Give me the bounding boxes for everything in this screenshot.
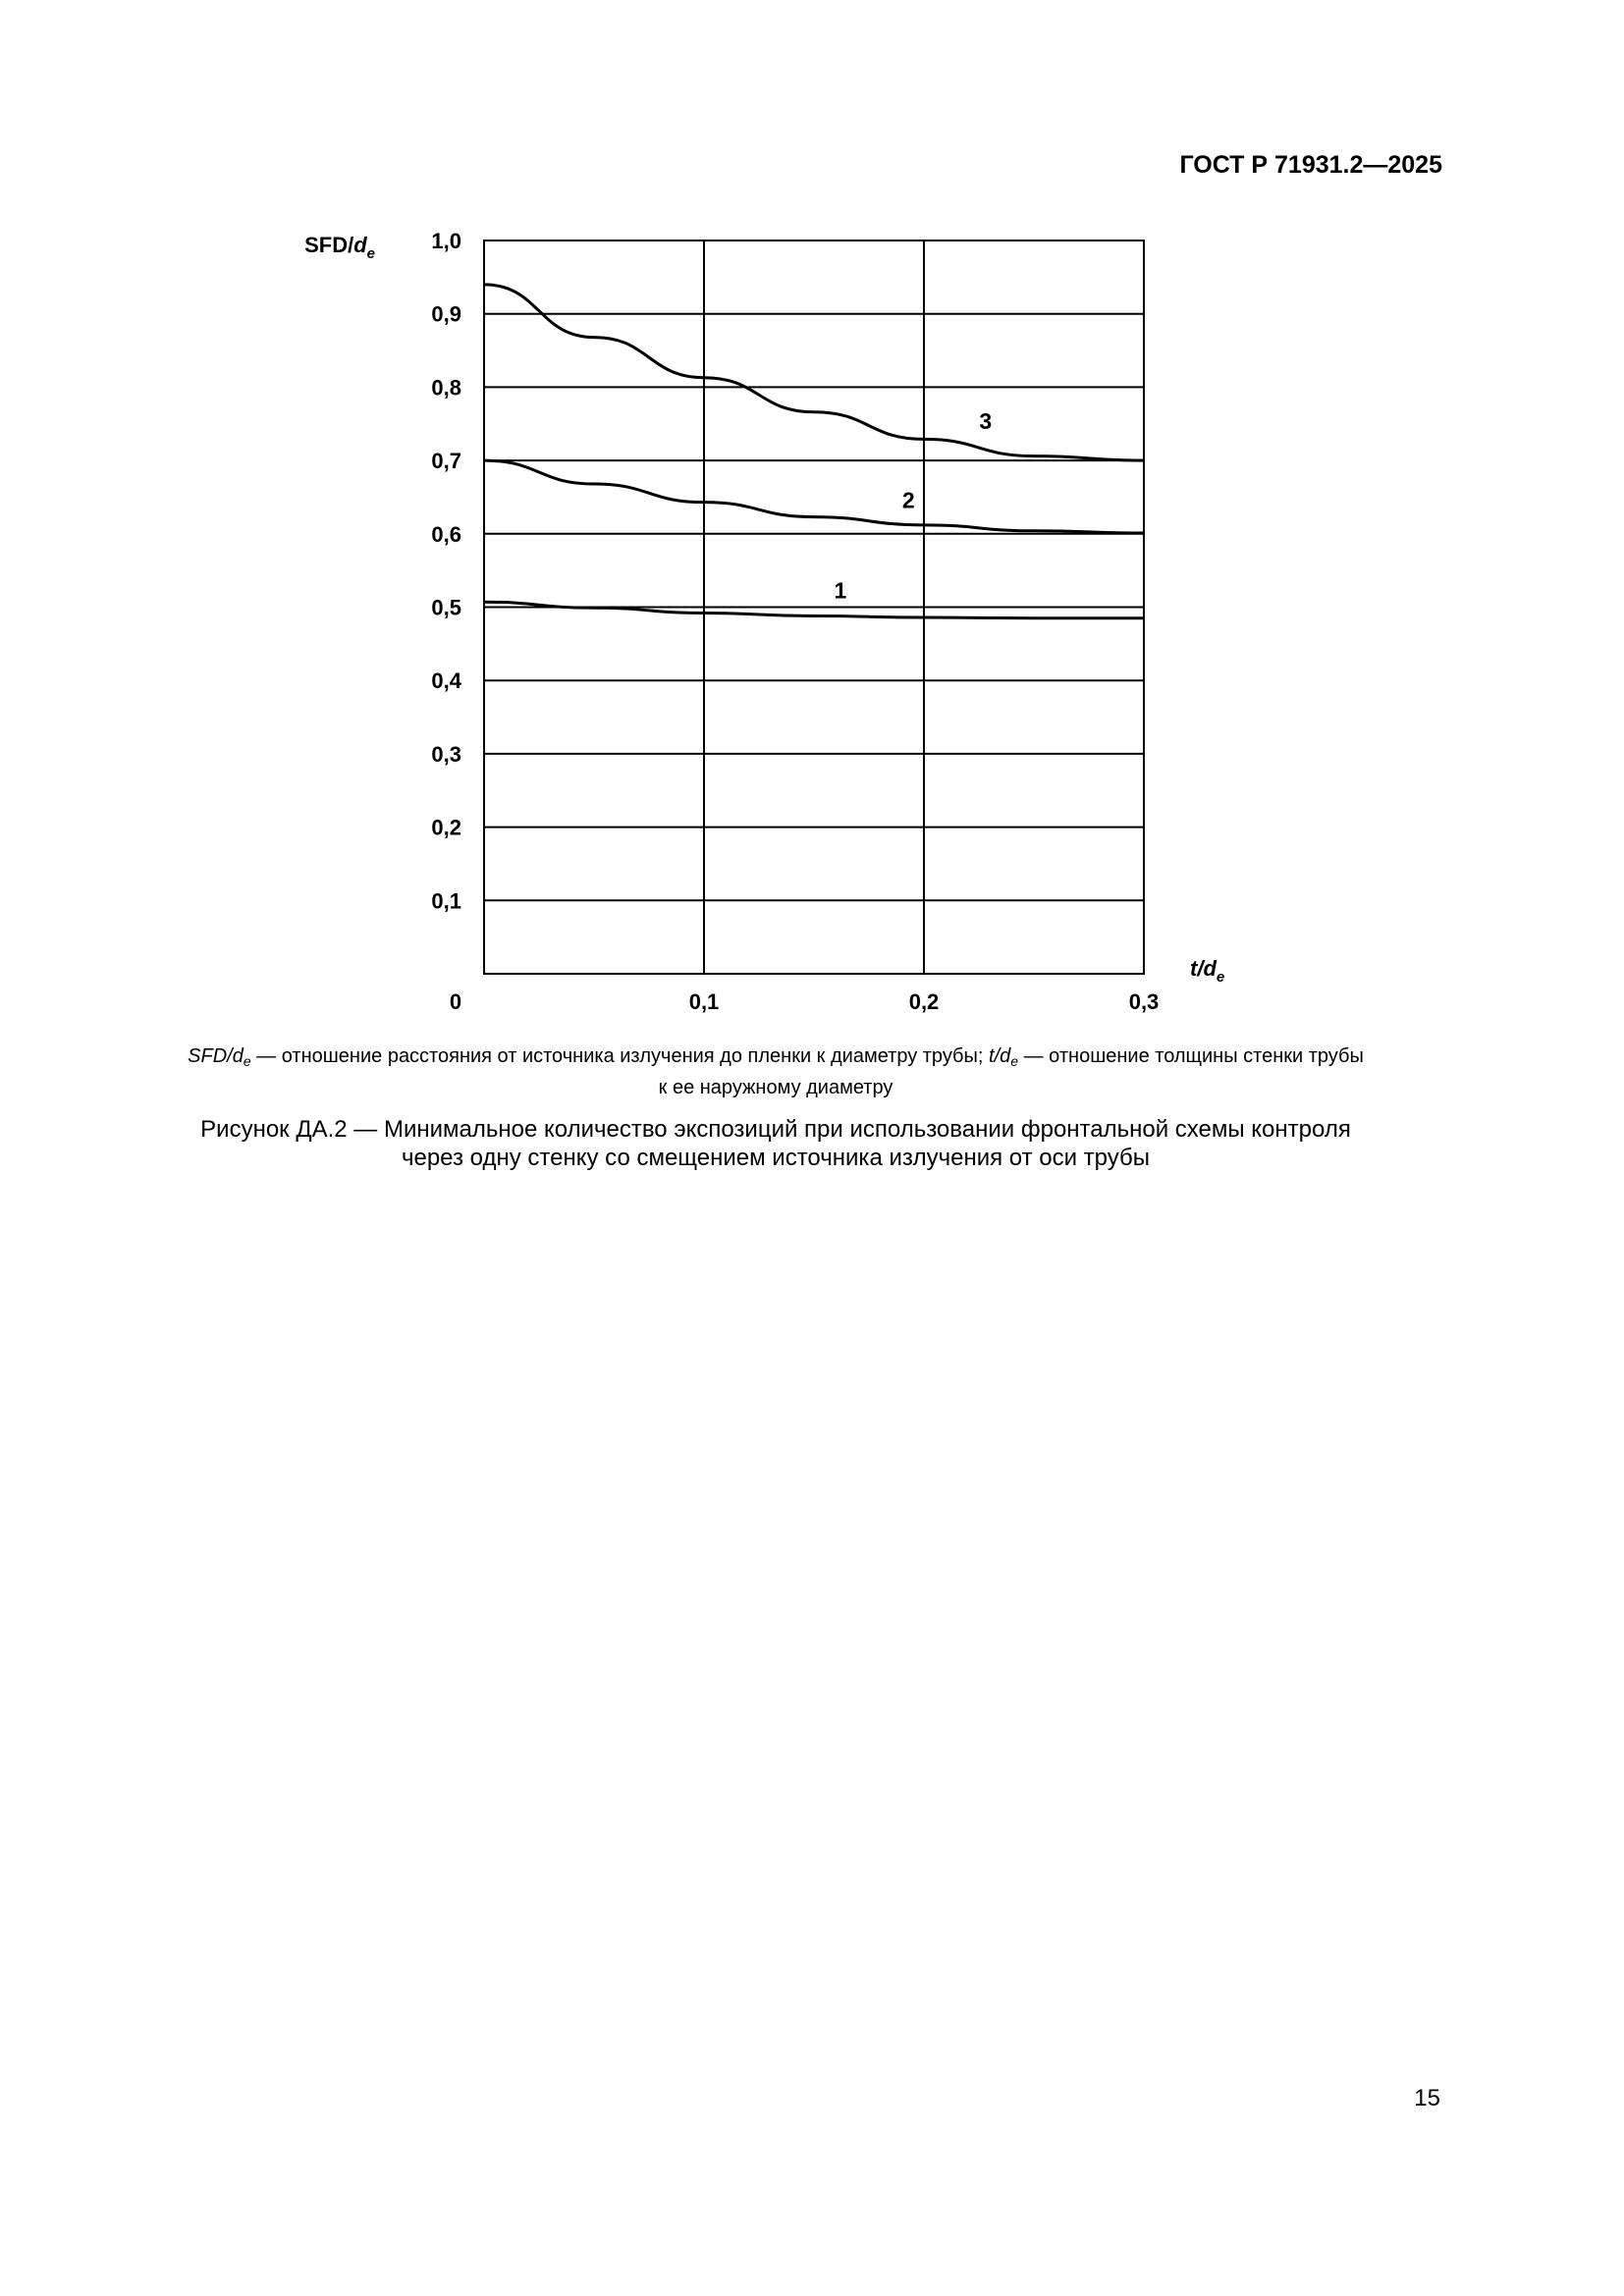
- series-label-1: 1: [834, 577, 847, 604]
- origin-label: 0: [449, 989, 462, 1014]
- sfd-symbol: SFD/: [188, 1045, 233, 1067]
- y-tick-label: 0,6: [431, 521, 461, 547]
- y-tick-label: 0,7: [431, 449, 461, 474]
- legend-note-text-2: — отношение толщины стенки трубы: [1018, 1045, 1364, 1067]
- y-axis-title: SFD/$d_e$: [304, 233, 375, 262]
- label-layer: [431, 229, 1159, 1014]
- legend-note-text-1: — отношение расстояния от источника излучения до пленки к диаметру трубы;: [250, 1045, 990, 1067]
- d-symbol: d: [232, 1045, 244, 1067]
- x-tick-label: 0,2: [908, 989, 940, 1014]
- page-number: 15: [1414, 2085, 1440, 2111]
- x-tick-label: 0,1: [688, 989, 720, 1014]
- y-tick-label: 0,1: [431, 888, 461, 914]
- series-curve-1: [484, 602, 1144, 617]
- y-tick-label: 0,5: [431, 595, 461, 620]
- figure-caption: [108, 1115, 1443, 1172]
- t-symbol: t/: [989, 1045, 1001, 1067]
- y-tick-label: 1,0: [431, 229, 461, 253]
- legend-note-line-2: к ее наружному диаметру: [658, 1077, 893, 1098]
- document-header: ГОСТ Р 71931.2—2025: [1179, 151, 1442, 179]
- legend-note-line-1: [108, 1043, 1443, 1075]
- figure-caption-line-2: через одну стенку со смещением источника излучения от оси трубы: [401, 1145, 1151, 1171]
- series-curve-3: [484, 285, 1144, 460]
- y-tick-label: 0,2: [431, 815, 461, 840]
- figure-caption-line-1: Рисунок ДА.2 — Минимальное количество экспозиций при использовании фронтальной схемы контроля: [200, 1116, 1351, 1143]
- x-axis-title: $t/d_e$: [1190, 956, 1225, 986]
- chart: [0, 0, 1624, 1041]
- y-tick-label: 0,3: [431, 741, 461, 767]
- series-label-3: 3: [979, 407, 993, 434]
- y-tick-label: 0,9: [431, 301, 461, 327]
- series-label-2: 2: [901, 487, 915, 513]
- legend-note: [108, 1043, 1443, 1101]
- series-curve-2: [484, 460, 1144, 533]
- y-tick-label: 0,8: [431, 375, 461, 400]
- e-subscript: e: [243, 1053, 251, 1069]
- series-layer: [484, 285, 1144, 618]
- e-subscript-2: e: [1010, 1053, 1019, 1069]
- y-tick-label: 0,4: [431, 668, 461, 694]
- x-tick-label: 0,3: [1128, 989, 1160, 1014]
- d-symbol-2: d: [1000, 1045, 1011, 1067]
